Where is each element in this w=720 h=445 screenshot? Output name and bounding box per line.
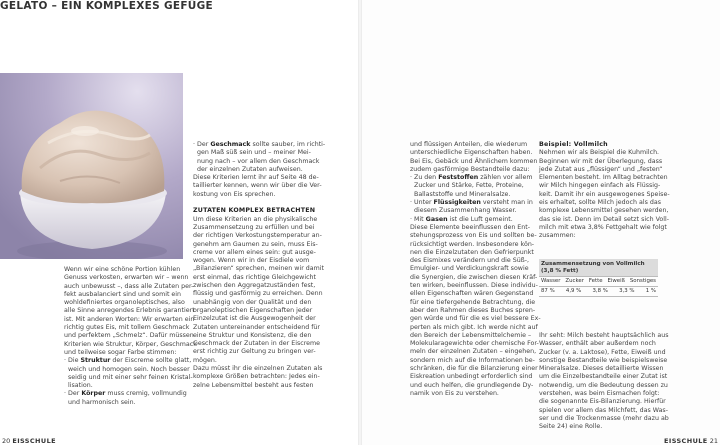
list-item-line: diesem Zusammenhang Wasser. (414, 207, 517, 215)
page-number-left: 20 (2, 437, 11, 445)
text-line: Molekularagewichte oder chemische For- (410, 340, 539, 348)
text-column-3 (410, 141, 541, 398)
page-headline: GELATO – EIN KOMPLEXES GEFÜGE (0, 0, 214, 12)
text-line: ellen Eigenschaften wären Gegenstand (410, 290, 534, 298)
text-line: auch unbewusst –, dass alle Zutaten per- (64, 282, 194, 290)
text-line: fekt ausbalanciert sind und somit ein (64, 290, 182, 298)
phases-intro (410, 141, 538, 174)
text-line: Diese Kriterien lernt ihr auf Seite 48 de- (193, 174, 319, 182)
text-line: und perfektem „Schmelz“. Dafür müssen (64, 332, 194, 340)
text-line: kostung von Eis sprechen. (193, 190, 276, 198)
text-line: milch mit etwa 3,8% Fettgehalt wie folgt (539, 223, 667, 231)
text-column-4-continued (539, 332, 669, 432)
list-item-line: der einzelnen Zutaten aufweisen. (197, 165, 303, 173)
list-item: · Zu den Feststoffen zählen vor allem (410, 174, 533, 182)
list-item-line: Ballaststoffe und Mineralsalze. (414, 190, 511, 198)
conclusion-paragraph (539, 332, 669, 432)
text-line: erst richtig zur Geltung zu bringen ver- (193, 348, 316, 356)
phases-list (410, 174, 535, 224)
text-line: Elementen besteht. Im Alltag betrachten (539, 174, 668, 182)
example-heading: Beispiel: Vollmilch (539, 141, 608, 148)
text-line: Ihr seht: Milch besteht hauptsächlich aus (539, 332, 669, 339)
milk-composition-table (539, 259, 658, 297)
text-line: das sie ist. Denn im Detail setzt sich Voll- (539, 215, 670, 223)
table-cell: 4,9 % (565, 288, 582, 294)
text-line: eis erhaltet, sollte Milch jedoch als das (539, 199, 661, 207)
list-item-line: gen Maß süß sein und – meiner Mei- (197, 149, 311, 157)
text-line: zusammen: (539, 232, 576, 240)
text-line: notwendig, um die Bedeutung dessen zu (539, 381, 668, 389)
text-line: des Eismixes verändern und die Süß-, (410, 257, 530, 265)
text-line: und flüssigen Anteilen, die wiederum (410, 141, 528, 148)
text-line: keit. Damit ihr ein ausgewogenes Speise- (539, 190, 670, 198)
text-line: Genuss verkosten, erwarten wir – wenn (64, 274, 189, 282)
table-cell: 3,8 % (592, 288, 608, 294)
text-line: ist. Mit anderen Worten: Wir erwarten ein (64, 315, 195, 323)
text-line: den Bereich der Lebensmittelchemie – (410, 331, 532, 339)
text-line: Beginnen wir mit der Überlegung, dass (539, 157, 663, 165)
text-line: verstehen, was beim Eismachen folgt: (539, 390, 660, 398)
table-title: Zusammensetzung von Vollmilch (3,8 % Fett) (539, 259, 658, 276)
text-line: sonstige Bestandteile wie beispielsweise (539, 356, 668, 364)
running-title-left: EISSCHULE (12, 437, 56, 445)
text-line: mögen. (193, 356, 217, 364)
list-item-line: lisation. (68, 382, 93, 390)
text-line: für eine tiefergehende Betrachtung, die (410, 298, 536, 306)
text-line: komplexe Größen betrachten: Jedes ein- (193, 373, 320, 381)
table-header-cell: Zucker (565, 278, 584, 284)
list-item-line: nung nach – vor allem den Geschmack (197, 157, 320, 165)
text-line: Zusammensetzung zu erfüllen und bei (193, 223, 315, 231)
text-line: wohldefiniertes organoleptisches, also (64, 299, 185, 307)
list-item: · Die Struktur der Eiscreme sollte glatt, (64, 357, 192, 365)
text-line: organoleptischen Eigenschaften jeder (193, 306, 313, 314)
gelato-bowl-photo (0, 73, 183, 259)
list-item: · Der Geschmack sollte sauber, im richti- (193, 141, 326, 148)
footer-right (664, 437, 718, 445)
text-line: Zucker (v. a. Laktose), Fette, Eiweiß und (539, 348, 666, 356)
text-line: ten wirken, beeinflussen. Diese individu- (410, 282, 538, 290)
table-header-cell: Fette (588, 278, 603, 284)
intro-paragraph (64, 266, 197, 357)
criteria-note (193, 174, 355, 199)
text-line: um die Einzelbestandteile einer Zutat ist (539, 373, 668, 381)
table-value-row (539, 286, 658, 297)
book-gutter (358, 0, 362, 445)
criteria-list (64, 357, 193, 407)
list-item-line: weich und homogen sein. Noch besser (68, 365, 190, 373)
text-line: flüssig und gasförmig zu erreichen. Denn (193, 290, 323, 298)
table-header-cell: Sonstiges (629, 278, 656, 284)
text-line: Wenn wir eine schöne Portion kühlen (64, 266, 181, 273)
text-line: unabhängig von der Qualität und den (193, 298, 312, 306)
text-line: erst einmal, das richtige Gleichgewicht (193, 273, 316, 281)
text-line: Nehmen wir als Beispiel die Kuhmilch. (539, 149, 660, 157)
text-line: der richtigen Verkostungstemperatur an- (193, 232, 322, 240)
text-line: spielen vor allem das Milchfett, das Was- (539, 406, 668, 414)
phases-paragraph (410, 223, 541, 398)
text-line: und euch helfen, die grundlegende Dy- (410, 381, 534, 389)
text-line: jede Zutat aus „flüssigen“ und „festen“ (539, 165, 663, 173)
text-line: zudem gasförmige Bestandteile dazu: (410, 165, 530, 173)
text-line: Einzelzutat ist die Ausgewogenheit der (193, 315, 316, 323)
table-cell: 3,3 % (619, 288, 635, 294)
text-line: richtig gutes Eis, mit tollem Geschmack (64, 324, 190, 332)
text-line: aber den Rahmen dieses Buches spren- (410, 306, 536, 314)
list-item: · Mit Gasen ist die Luft gemeint. (410, 215, 513, 223)
text-line: alle Sinne anregendes Erlebnis garantiert (64, 307, 195, 315)
text-line: wogen. Wenn wir in der Eisdiele vom (193, 257, 310, 265)
list-item-line: Zucker und Stärke, Fette, Proteine, (414, 182, 524, 190)
table-cell: 1 % (645, 288, 656, 294)
text-line: Seite 24) eine Rolle. (539, 423, 603, 431)
text-line: Um diese Kriterien an die physikalische (193, 215, 318, 223)
running-title-right: EISSCHULE (664, 437, 708, 445)
table-header-cell: Eiweiß (607, 278, 625, 284)
criteria-list-continued (193, 141, 355, 174)
text-line: Dazu müsst ihr die einzelnen Zutaten als (193, 365, 323, 373)
text-line: Mineralsalze. Dieses detaillierte Wissen (539, 365, 664, 373)
footer-left (2, 437, 56, 445)
text-line: perten als mich gibt. Ich werde nicht auf (410, 323, 538, 331)
table-header-cell: Wasser (541, 278, 561, 284)
text-column-1 (64, 266, 197, 407)
text-column-2 (193, 141, 355, 390)
table-header-row (539, 276, 658, 286)
text-line: unterschiedliche Eigenschaften haben. (410, 149, 533, 157)
text-line: sondern mich auf die Informationen be- (410, 356, 535, 364)
text-line: rücksichtigt werden. Insbesondere kön- (410, 240, 535, 248)
text-line: Diese Elemente beeinflussen den Ent- (410, 223, 531, 231)
list-item: · Der Körper muss cremig, vollmundig (64, 390, 187, 398)
text-line: Geschmack der Zutaten in der Eiscreme (193, 340, 321, 348)
text-line: gen würde und für die es viel bessere Ex- (410, 315, 541, 323)
page-number-right: 21 (709, 437, 718, 445)
text-line: komplexe Lebensmittel gesehen werden, (539, 207, 669, 215)
text-line: namik von Eis zu verstehen. (410, 389, 499, 397)
list-item: · Unter Flüssigkeiten versteht man in (410, 199, 533, 207)
text-line: die sogenannte Eis-Bilanzierung. Hierfür (539, 398, 666, 406)
text-column-4 (539, 141, 670, 241)
list-item-line: und harmonisch sein. (68, 398, 136, 406)
section-paragraph (193, 216, 355, 390)
text-line: Bei Eis, Gebäck und Ähnlichem kommen (410, 157, 538, 165)
text-line: Kriterien wie Struktur, Körper, Geschmack (64, 340, 197, 348)
text-line: nen die Einzelzutaten den Gefrierpunkt (410, 248, 534, 256)
text-line: wir Milch hingegen einfach als Flüssig- (539, 182, 661, 190)
text-line: Zutaten untereinander entscheidend für (193, 323, 321, 331)
text-line: zelne Lebensmittel besteht aus festen (193, 381, 314, 389)
text-line: Eiskreation unbedingt erforderlich sind (410, 373, 533, 381)
text-line: Wasser, enthält aber außerdem noch (539, 340, 656, 348)
text-line: taillierter kennen, wenn wir über die Ver- (193, 182, 322, 190)
example-paragraph (539, 149, 670, 240)
text-line: zwischen den Aggregatzuständen fest, (193, 282, 316, 290)
text-line: meln der einzelnen Zutaten – eingehen, (410, 348, 537, 356)
text-line: genehm am Gaumen zu sein, muss Eis- (193, 240, 318, 248)
text-line: und teilweise sogar Farbe stimmen: (64, 348, 177, 356)
text-line: stehungsprozess von Eis und sollten be- (410, 232, 537, 240)
table-cell: 87 % (541, 288, 555, 294)
text-line: Emulgier- und Verdickungskraft sowie (410, 265, 529, 273)
text-line: ser und die Trockenmasse (mehr dazu ab (539, 414, 669, 422)
text-line: creme vor allem eines sein: gut ausge- (193, 248, 316, 256)
list-item-line: seidig und mit einer sehr feinen Kristal- (68, 373, 193, 381)
text-line: „Bilanzieren“ sprechen, meinen wir damit (193, 265, 324, 273)
text-line: eine Struktur und Konsistenz, die den (193, 331, 312, 339)
section-heading: ZUTATEN KOMPLEX BETRACHTEN (193, 207, 316, 215)
text-line: schränken, die für die Bilanzierung einer (410, 365, 538, 373)
text-line: die Synergien, die zwischen diesen Kräf- (410, 273, 538, 281)
